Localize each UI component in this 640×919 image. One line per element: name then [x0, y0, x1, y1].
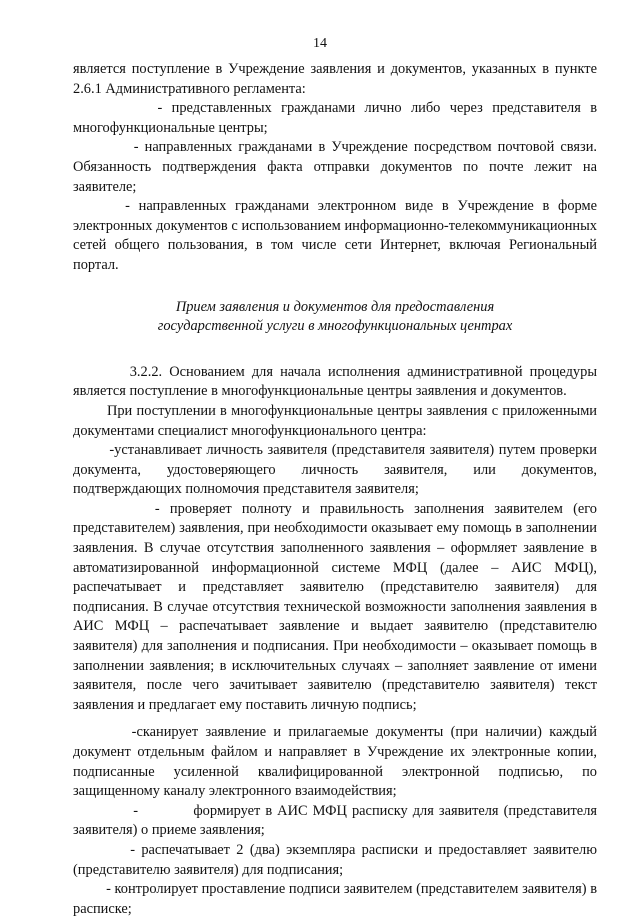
document-body: [73, 60, 597, 919]
list-item: -устанавливает личность заявителя (представителя заявителя) путем проверки документа, удостоверяющего личность заявителя, или документов, подтверждающих полномочия представителя заявителя;: [73, 442, 597, 498]
list-item: - направленных гражданами в Учреждение посредством почтовой связи. Обязанность подтверждения факта отправки документов по почте лежит на заявителе;: [73, 139, 597, 195]
page-number: 14: [313, 36, 327, 51]
section-heading: Прием заявления и документов для предоставления государственной услуги в многофункциональных центрах: [157, 298, 513, 335]
list-item: - проверяет полноту и правильность заполнения заявителем (его представителем) заявления, при необходимости оказывает ему помощь в заполнении заявления. В случае отсутствия заполненного заявления – оформляет заявление в автоматизированной информационной системе МФЦ (далее – АИС МФЦ), распечатывает и представляет заявителю (представителю заявителя) для подписания. В случае отсутствия технической возможности заполнения заявления в АИС МФЦ – распечатывает заявление и выдает заявителю (представителю заявителя) для заполнения и подписания. При необходимости – оказывает помощь в заполнении заявления; в исключительных случаях – заполняет заявление от имени заявителя, после чего зачитывает заявителю (представителю заявителя) текст заявления и предлагает ему поставить личную подпись;: [73, 500, 597, 713]
paragraph: 3.2.2. Основанием для начала исполнения административной процедуры является поступление в многофункциональные центры заявления и документов.: [73, 363, 597, 400]
list-item: - формирует в АИС МФЦ расписку для заявителя (представителя заявителя) о приеме заявления;: [73, 802, 597, 839]
paragraph: является поступление в Учреждение заявления и документов, указанных в пункте 2.6.1 Административного регламента:: [73, 61, 597, 97]
paragraph: При поступлении в многофункциональные центры заявления с приложенными документами специалист многофункционального центра:: [73, 402, 597, 439]
list-item: - представленных гражданами лично либо через представителя в многофункциональные центры;: [73, 100, 597, 136]
list-item: - распечатывает 2 (два) экземпляра расписки и предоставляет заявителю (представителю заявителя) для подписания;: [73, 841, 597, 878]
list-item: - направленных гражданами электронном виде в Учреждение в форме электронных документов с использованием информационно-телекоммуникационных сетей общего пользования, в том числе сети Интернет, включая Региональный портал.: [73, 198, 597, 273]
list-item: - контролирует проставление подписи заявителем (представителем заявителя) в расписке;: [73, 881, 597, 917]
list-item: -сканирует заявление и прилагаемые документы (при наличии) каждый документ отдельным файлом и направляет в Учреждение их электронные копии, подписанные усиленной квалифицированной электронной подписью, по защищенному каналу электронного взаимодействия;: [73, 724, 597, 800]
